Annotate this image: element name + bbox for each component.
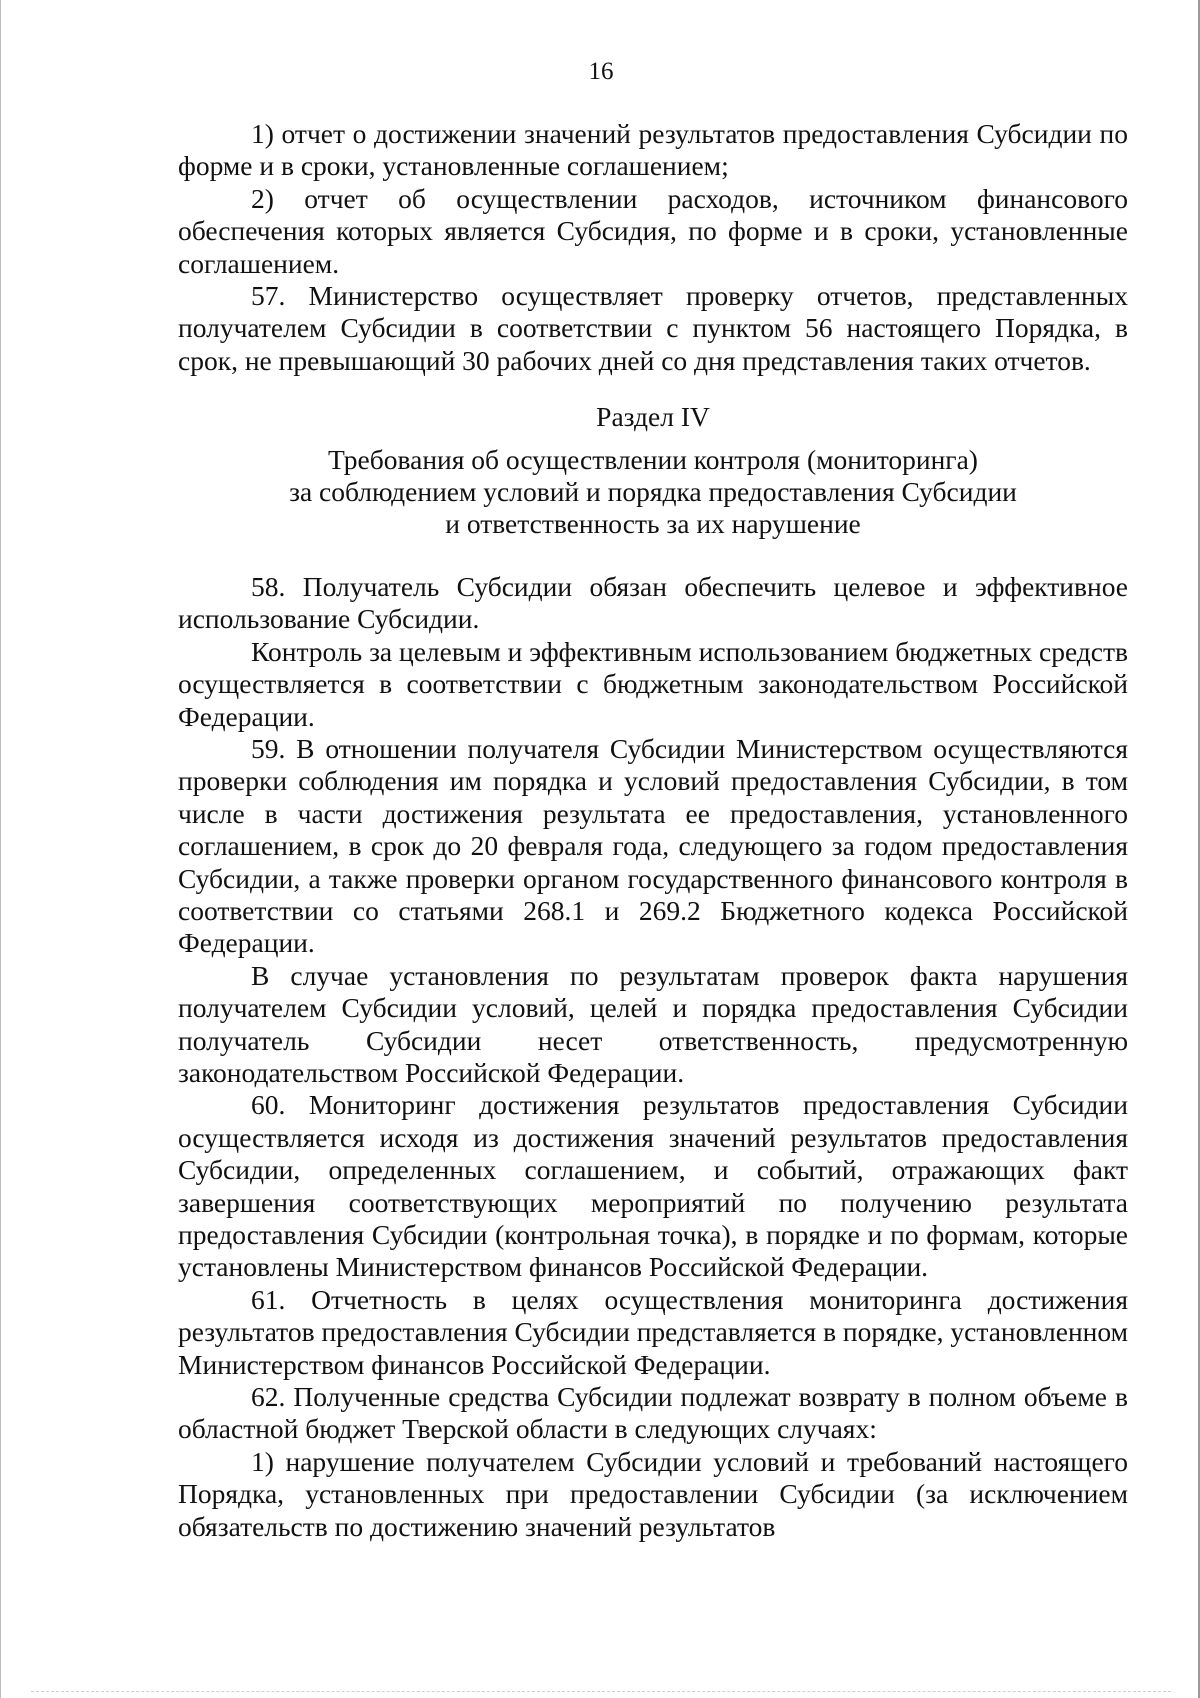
paragraph: 58. Получатель Субсидии обязан обеспечить целевое и эффективное использование Субсидии. bbox=[178, 570, 1128, 635]
paragraph: 2) отчет об осуществлении расходов, источником финансового обеспечения которых является Субсидия, по форме и в сроки, установленные соглашением. bbox=[178, 182, 1128, 279]
section-title-line: и ответственность за их нарушение bbox=[445, 508, 861, 540]
paragraph: В случае установления по результатам проверок факта нарушения получателем Субсидии условий, целей и порядка предоставления Субсидии получатель Субсидии несет ответственность, предусмотренную законодательством Российской Федерации. bbox=[178, 959, 1128, 1088]
document-body bbox=[178, 118, 1128, 1543]
paragraph: 1) нарушение получателем Субсидии условий и требований настоящего Порядка, установленных при предоставлении Субсидии (за исключением обязательств по достижению значений результатов bbox=[178, 1445, 1128, 1542]
paragraph: 61. Отчетность в целях осуществления мониторинга достижения результатов предоставления Субсидии представляется в порядке, установленном Министерством финансов Российской Федерации. bbox=[178, 1283, 1129, 1380]
paragraph: Контроль за целевым и эффективным использованием бюджетных средств осуществляется в соответствии с бюджетным законодательством Российской Федерации. bbox=[178, 635, 1129, 732]
scan-artifact-line bbox=[31, 1691, 1171, 1692]
paragraph: 60. Мониторинг достижения результатов предоставления Субсидии осуществляется исходя из достижения значений результатов предоставления Субсидии, определенных соглашением, и событий, отражающих факт завершения соответствующих мероприятий по получению результата предоставления Субсидии (контрольная точка), в порядке и по формам, которые установлены Министерством финансов Российской Федерации. bbox=[178, 1089, 1128, 1283]
section-title-line: за соблюдением условий и порядка предоставления Субсидии bbox=[289, 476, 1017, 508]
section-title-line: Требования об осуществлении контроля (мониторинга) bbox=[328, 443, 978, 475]
paragraph: 62. Полученные средства Субсидии подлежат возврату в полном объеме в областной бюджет Тверской области в следующих случаях: bbox=[178, 1381, 1128, 1445]
paragraph: 1) отчет о достижении значений результатов предоставления Субсидии по форме и в сроки, установленные соглашением; bbox=[178, 118, 1128, 182]
section-number: Раздел IV bbox=[596, 401, 710, 433]
page-number: 16 bbox=[588, 58, 614, 85]
section-heading bbox=[178, 401, 1128, 541]
paragraph: 57. Министерство осуществляет проверку отчетов, представленных получателем Субсидии в соответствии с пунктом 56 настоящего Порядка, в срок, не превышающий 30 рабочих дней со дня представления таких отчетов. bbox=[178, 280, 1128, 376]
paragraph: 59. В отношении получателя Субсидии Министерством осуществляются проверки соблюдения им порядка и условий предоставления Субсидии, в том числе в части достижения результата ее предоставления, установленного соглашением, в срок до 20 февраля года, следующего за годом предоставления Субсидии, а также проверки органом государственного финансового контроля в соответствии со статьями 268.1 и 269.2 Бюджетного кодекса Российской Федерации. bbox=[178, 732, 1128, 959]
